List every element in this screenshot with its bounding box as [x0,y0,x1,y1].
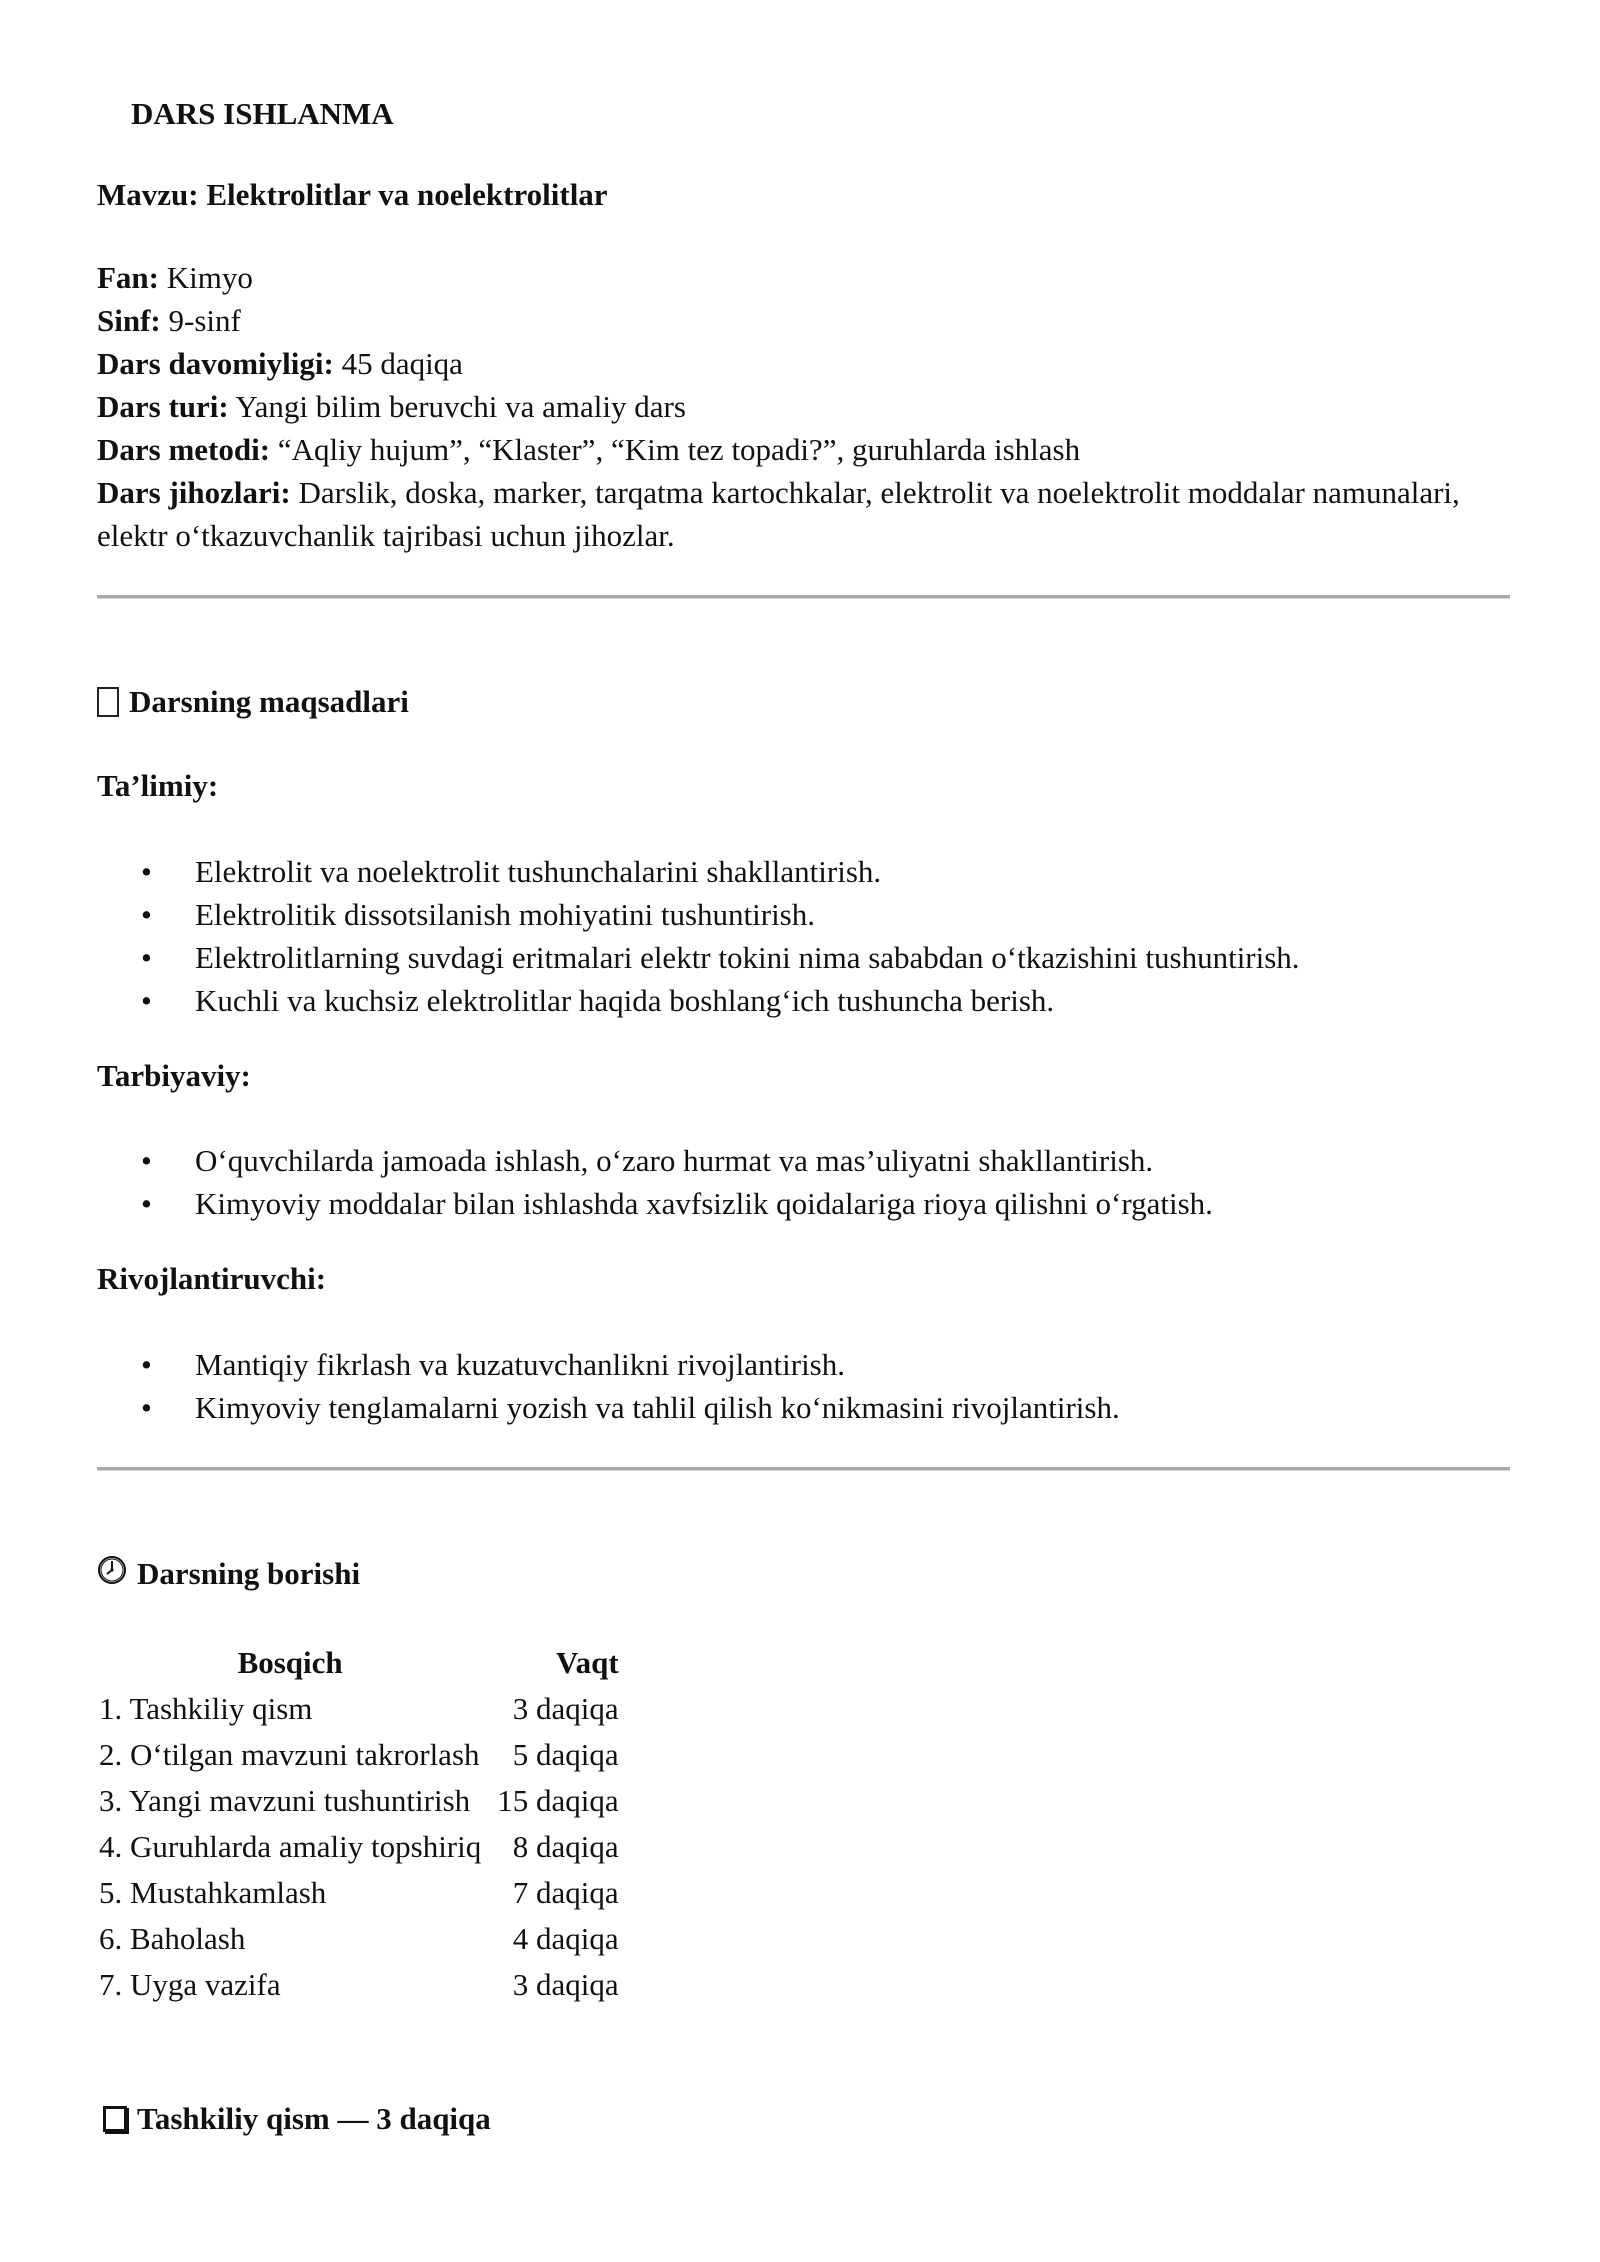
divider [97,595,1510,599]
meta-equipment: Dars jihozlari: Darslik, doska, marker, tarqatma kartochkalar, elektrolit va noelektrolit moddalar namunalari, elektr o‘tkazuvchanlik tajribasi uchun jihozlar. [97,475,1460,553]
organizational-part-heading: Tashkiliy qism — 3 daqiqa [103,2101,491,2137]
list-item: • Elektrolit va noelektrolit tushunchalarini shakllantirish. [97,850,1300,893]
column-header-stage: Bosqich [237,1645,343,1680]
stage-cell: 6. Baholash [99,1921,246,1956]
list-item: • Elektrolitlarning suvdagi eritmalari elektr tokini nima sababdan o‘tkazishini tushuntirish. [97,936,1300,979]
time-cell: 15 daqiqa [497,1783,619,1818]
column-header-time: Vaqt [556,1645,619,1680]
stage-cell: 1. Tashkiliy qism [99,1691,313,1726]
time-cell: 5 daqiqa [512,1737,619,1772]
goals-list-upbringing [97,1139,1213,1225]
lesson-topic: Mavzu: Elektrolitlar va noelektrolitlar [97,177,608,212]
list-item: • Kuchli va kuchsiz elektrolitlar haqida boshlang‘ich tushuncha berish. [97,979,1300,1022]
goals-group-title: Ta’limiy: [97,768,219,803]
table-row [97,1824,621,1870]
list-item: • Kimyoviy moddalar bilan ishlashda xavfsizlik qoidalariga rioya qilishni o‘rgatish. [97,1182,1213,1225]
stage-cell: 3. Yangi mavzuni tushuntirish [99,1783,471,1818]
list-item: • Elektrolitik dissotsilanish mohiyatini tushuntirish. [97,893,1300,936]
list-item: • Kimyoviy tenglamalarni yozish va tahlil qilish ko‘nikmasini rivojlantirish. [97,1386,1120,1429]
goals-group-title: Rivojlantiruvchi: [97,1261,327,1296]
list-item: • Mantiqiy fikrlash va kuzatuvchanlikni rivojlantirish. [97,1343,1120,1386]
meta-grade: Sinf: 9-sinf [97,303,241,338]
table-row [97,1778,621,1824]
time-cell: 8 daqiqa [512,1829,619,1864]
time-cell: 7 daqiqa [512,1875,619,1910]
meta-duration: Dars davomiyligi: 45 daqiqa [97,346,463,381]
stage-cell: 2. O‘tilgan mavzuni takrorlash [99,1737,480,1772]
clock-icon [97,1555,127,1593]
goals-group-title: Tarbiyaviy: [97,1058,251,1093]
meta-subject: Fan: Kimyo [97,260,253,295]
table-row [97,1870,621,1916]
lesson-meta [97,256,1517,557]
table-header-row [97,1640,621,1686]
time-cell: 3 daqiqa [512,1967,619,2002]
time-cell: 3 daqiqa [512,1691,619,1726]
goals-list-developmental [97,1343,1120,1429]
list-item: • O‘quvchilarda jamoada ishlash, o‘zaro hurmat va mas’uliyatni shakllantirish. [97,1139,1213,1182]
stage-cell: 7. Uyga vazifa [99,1967,281,2002]
document-title: DARS ISHLANMA [131,96,394,131]
stage-cell: 5. Mustahkamlash [99,1875,327,1910]
table-row [97,1962,621,2008]
target-icon [97,687,119,717]
process-heading: Darsning borishi [97,1555,360,1593]
table-row [97,1916,621,1962]
time-cell: 4 daqiqa [512,1921,619,1956]
checkbox-icon [103,2106,127,2132]
meta-type: Dars turi: Yangi bilim beruvchi va amaliy dars [97,389,686,424]
goals-heading: Darsning maqsadlari [97,684,409,720]
stages-table [97,1640,621,2008]
stage-cell: 4. Guruhlarda amaliy topshiriq [99,1829,482,1864]
table-row [97,1732,621,1778]
divider [97,1467,1510,1471]
table-row [97,1686,621,1732]
meta-method: Dars metodi: “Aqliy hujum”, “Klaster”, “Kim tez topadi?”, guruhlarda ishlash [97,432,1081,467]
goals-list-educational [97,850,1300,1022]
